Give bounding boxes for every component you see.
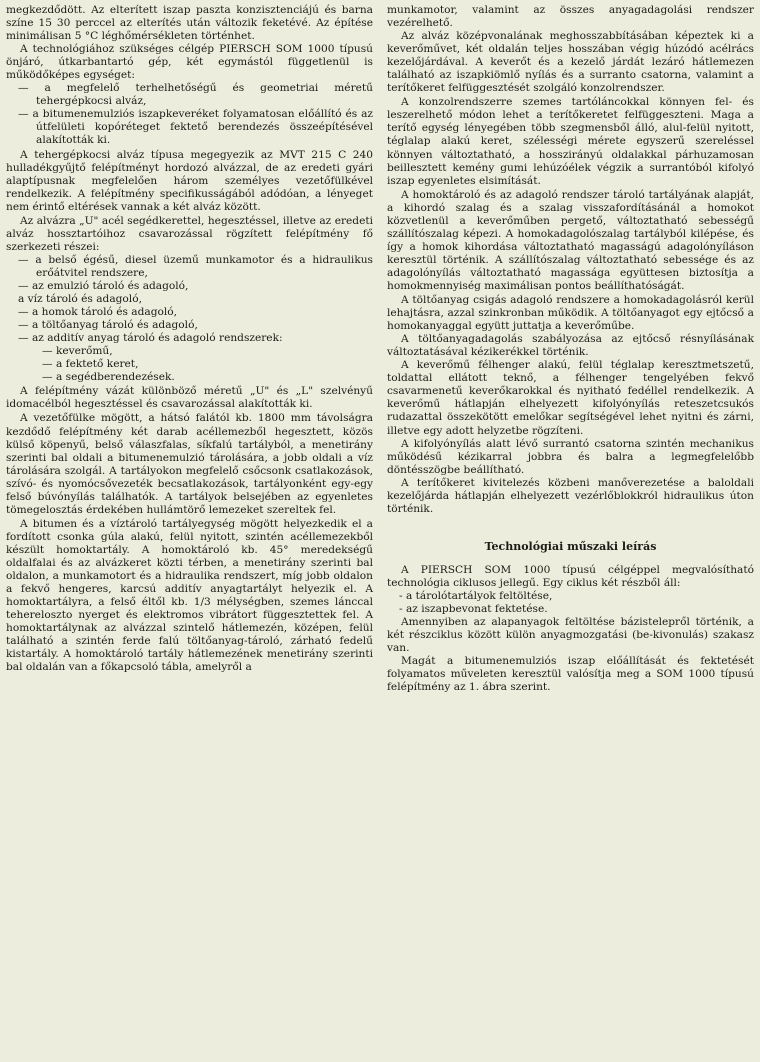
list-item [6, 319, 373, 332]
paragraph: A technológiához szükséges célgép PIERSCH SOM 1000 típusú önjáró, útkarbantartó gép, két egymástól függetlenül is működőképes egységet: [6, 43, 373, 82]
list-item [6, 293, 373, 306]
paragraph: A terítőkeret kivitelezés közbeni manőverezetése a baloldali kezelőjárda hátlapján elhelyezett vezérlőblokkról hidraulikus úton történik. [387, 476, 754, 515]
sub-list-item [6, 358, 373, 371]
paragraph: A töltőanyag csigás adagoló rendszere a homokadagolásról kerül lehajtásra, azzal szinkronban működik. A töltőanyagot egy ejtőcső a homokanyaggal együtt juttatja a keverőműbe. [387, 294, 754, 333]
paragraph: Magát a bitumenemulziós iszap előállítását és fektetését folyamatos műveleten keresztül valósítja meg a SOM 1000 típusú felépítmény az 1. ábra szerint. [387, 655, 754, 694]
sub-item-text: — keverőmű, [42, 345, 113, 358]
list-item [6, 254, 373, 280]
paragraph: Amennyiben az alapanyagok feltöltése bázistelepről történik, a két részciklus között külön anyagmozgatási (be-kivonulás) szakasz van. [387, 616, 754, 655]
list-item [6, 332, 373, 345]
list-item [6, 280, 373, 293]
dash-item-text: — a bitumenemulziós iszapkeveréket folyamatosan előállító és az útfelületi kopóréteget fektető berendezés összeépítésével alakították ki. [18, 108, 373, 147]
sub-item-text: — a fektető keret, [42, 358, 139, 371]
dash-item-text: — a megfelelő terhelhetőségű és geometriai méretű tehergépkocsi alváz, [18, 82, 373, 108]
dash-item-text: a víz tároló és adagoló, [18, 293, 142, 306]
dash-item-text: — a homok tároló és adagoló, [18, 306, 177, 319]
paragraph: Az alvázra „U" acél segédkerettel, hegesztéssel, illetve az eredeti alváz hossztartóihoz csavarozással rögzített felépítmény fő szerkezeti részei: [6, 214, 373, 253]
paragraph: A tehergépkocsi alváz típusa megegyezik az MVT 215 C 240 hulladékgyűjtő felépítményt hordozó alvázzal, de az eredeti gyári alaptípusnak megfelelően három személyes vezetőfülkével rendelkezik. A felépítmény specifikusságából adódóan, a lényeget nem érintő eltérések vannak a két alváz között. [6, 148, 373, 213]
paragraph: A bitumen és a víztároló tartályegység mögött helyezkedik el a fordított csonka gúla alakú, felül nyitott, szintén acéllemezekből készült homoktartály. A homoktároló kb. 45° meredekségű oldalfalai és az alvázkeret közti térben, a menetirány szerinti bal oldalon, a munkamotort és a hidraulika rendszert, míg jobb oldalon a fekvő hengeres, karcsú additív anyagtartályt helyezik el. A homoktartályra, a felső éltől kb. 1/3 mélységben, szemes lánccal tehereloszto nyerget és elektromos vibrátort függesztettek fel. A homoktartálynak az alvázzal szintelő hátlemezén, középen, felül található a szintén ferde falú töltőanyag-tároló, zárható fedelű kistartály. A homoktároló tartály hátlemezének menetirány szerinti bal oldalán van a főkapcsoló tábla, amelyről a [6, 517, 373, 674]
paragraph: A felépítmény vázát különböző méretű „U" és „L" szelvényű idomacélból hegesztéssel és csavarozással alakították ki. [6, 385, 373, 411]
paragraph: A töltőanyagadagolás szabályozása az ejtőcső résnyílásának változtatásával kézikerékkel történik. [387, 333, 754, 359]
sub-item-text: — a segédberendezések. [42, 371, 175, 384]
section-title: Technológiai műszaki leírás [484, 539, 657, 553]
list-item [387, 603, 754, 616]
right-column [387, 4, 754, 1062]
list-item [6, 306, 373, 319]
list-item-text: - az iszapbevonat fektetése. [399, 602, 548, 615]
dash-item-text: — a töltőanyag tároló és adagoló, [18, 319, 198, 332]
paragraph: Az alváz középvonalának meghosszabbításában képeztek ki a keverőművet, két oldalán teljes hosszában végig húzódó acélrács kezelőjárdával. A keverőt és a kezelő járdát lezáró hátlemezen található az iszapkiömlő nyílás és a surranto csatorna, valamint a terítőkeret felfüggesztését szolgáló konzolrendszer. [387, 30, 754, 95]
paragraph: A homoktároló és az adagoló rendszer tároló tartályának alapját, a kihordó szalag és a szalag visszafordításánál a homokot közvetlenül a keverőműben pergető, változtatható sebességű szállítószalag képezi. A homokadagolószalag tartályból kilépése, és így a homok kihordása változtatható magasságú adagolónyíláson keresztül történik. A szállítószalag változtatható sebessége és az adagolónyílás változtatható magassága együttesen biztosítja a homokmennyiség maximálisan pontos beállíthatóságát. [387, 188, 754, 292]
dash-item-text: — az additív anyag tároló és adagoló rendszerek: [18, 332, 283, 345]
list-item [6, 108, 373, 147]
list-item-text: - a tárolótartályok feltöltése, [399, 589, 553, 602]
sub-list-item [6, 345, 373, 358]
paragraph: A kifolyónyílás alatt lévő surrantó csatorna szintén mechanikus működésű kézikarral jobbra és balra a legmegfelelőbb döntésszögbe beállítható. [387, 437, 754, 476]
list-item [387, 590, 754, 603]
dash-item-text: — az emulzió tároló és adagoló, [18, 279, 189, 292]
paragraph: megkezdődött. Az elterített iszap paszta konzisztenciájú és barna színe 15 30 perccel az elterítés után változik feketévé. Az építése minimálisan 5 °C léghőmérsékleten történhet. [6, 4, 373, 43]
dash-item-text: — a belső égésű, diesel üzemű munkamotor és a hidraulikus erőátvitel rendszere, [18, 253, 373, 279]
paragraph: A vezetőfülke mögött, a hátsó falától kb. 1800 mm távolságra kezdődő felépítmény két darab acéllemezből hegesztett, közös külső köpenyű, belső válaszfalas, síkfalú tartályból, a menetirány szerinti bal oldali a bitumenemulzió tárolására, a jobb oldali a víz tárolására szolgál. A tartályokon megfelelő csőcsonk csatlakozások, szívó- és nyomócsővezeték becsatlakozások, tartályonként egy-egy felső búvónyílás találhatók. A tartályok belsejében az egyenletes tömegelosztás érdekében hullámtörő lemezeket szereltek fel. [6, 412, 373, 516]
paragraph: A PIERSCH SOM 1000 típusú célgéppel megvalósítható technológia ciklusos jellegű. Egy ciklus két részből áll: [387, 563, 754, 589]
sub-list-item [6, 371, 373, 384]
paragraph: munkamotor, valamint az összes anyagadagolási rendszer vezérelhető. [387, 4, 754, 30]
paragraph: A konzolrendszerre szemes tartóláncokkal könnyen fel- és leszerelhető módon lehet a terítőkeretet felfüggeszteni. Maga a terítő egység lényegében több szegmensből álló, alul-felül nyitott, téglalap alakú keret, szélességi mérete egyszerű szereléssel könnyen változtatható, a hosszirányú oldalakkal párhuzamosan beillesztett kemény gumi lehúzóélek végzik a surrantóból kifolyó iszap egyenletes elsimítását. [387, 96, 754, 187]
left-column [6, 4, 373, 1062]
list-item [6, 82, 373, 108]
paragraph: A keverőmű félhenger alakú, felül téglalap keresztmetszetű, toldattal ellátott teknő, a félhenger tengelyében fekvő csavarmenetű keverőkarokkal és nyitható fedéllel rendelkezik. A keverőmű hátlapján elhelyezett kifolyónyílás reteszetcsukós rudazattal összekötött emelőkar segítségével lehet nyitni és zárni, illetve egy adott helyzetbe rögzíteni. [387, 359, 754, 437]
